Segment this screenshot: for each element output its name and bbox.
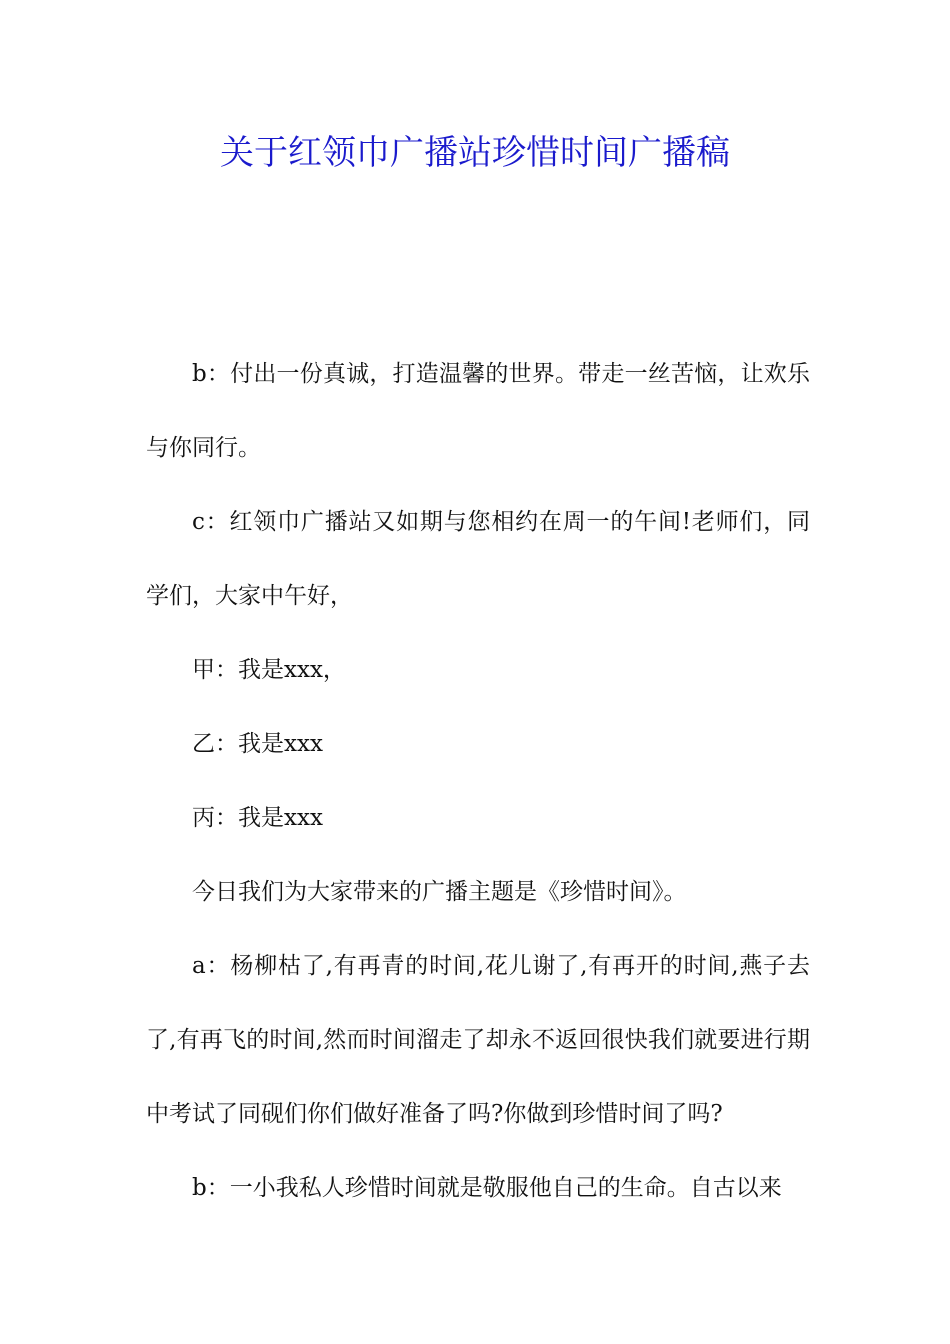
- document-body: [146, 337, 810, 1225]
- paragraph: b：一小我私人珍惜时间就是敬服他自己的生命。自古以来: [192, 1175, 782, 1201]
- paragraph: c：红领巾广播站又如期与您相约在周一的午间!老师们，同学们，大家中午好，: [146, 509, 810, 609]
- paragraph: 今日我们为大家带来的广播主题是《珍惜时间》。: [192, 879, 687, 905]
- paragraph: a：杨柳枯了,有再青的时间,花儿谢了,有再开的时间,燕子去了,有再飞的时间,然而时间溜走了却永不返回很快我们就要进行期中考试了同砚们你们做好准备了吗?你做到珍惜时间了吗?: [146, 953, 810, 1127]
- paragraph: b：付出一份真诚，打造温馨的世界。带走一丝苦恼，让欢乐与你同行。: [146, 361, 810, 461]
- document-title: 关于红领巾广播站珍惜时间广播稿: [220, 133, 730, 173]
- paragraph: 丙：我是xxx: [192, 805, 323, 831]
- paragraph: 乙：我是xxx: [192, 731, 323, 757]
- paragraph: 甲：我是xxx，: [192, 657, 346, 683]
